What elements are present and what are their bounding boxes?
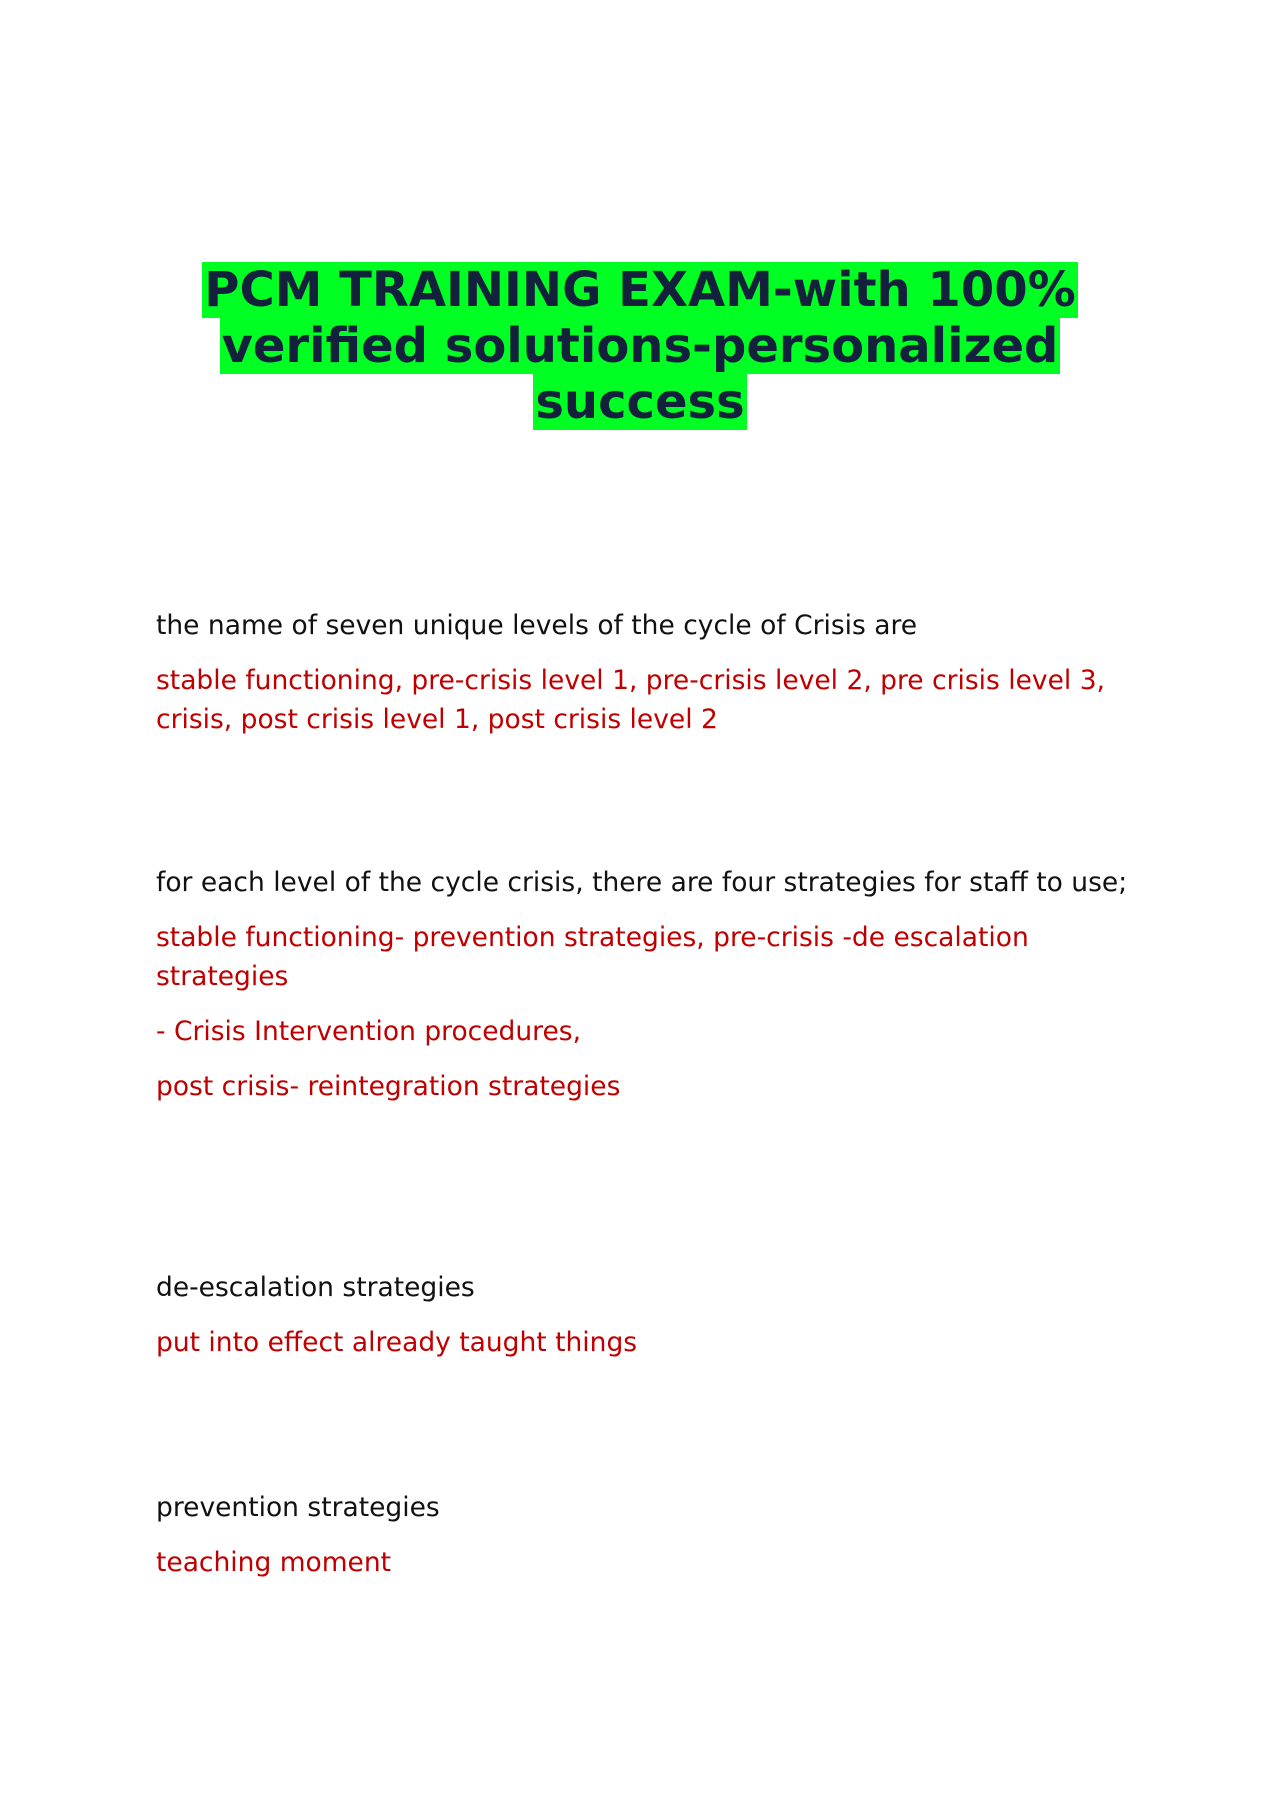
document-title (150, 262, 1130, 430)
question-text: the name of seven unique levels of the cycle of Crisis are (156, 610, 918, 641)
qa-item-3 (156, 1268, 1136, 1378)
qa-item-2 (156, 863, 1136, 1122)
question-text: for each level of the cycle crisis, there are four strategies for staff to use; (156, 867, 1128, 898)
qa-item-1 (156, 606, 1136, 755)
question-text: de-escalation strategies (156, 1272, 475, 1303)
qa-item-4 (156, 1488, 1136, 1598)
answer-text: - Crisis Intervention procedures, (156, 1016, 581, 1047)
question-text: prevention strategies (156, 1492, 440, 1523)
answer-text: put into effect already taught things (156, 1327, 638, 1358)
answer-text: stable functioning- prevention strategies, pre-crisis -de escalation strategies (156, 922, 1029, 992)
answer-text: stable functioning, pre-crisis level 1, pre-crisis level 2, pre crisis level 3, crisis, post crisis level 1, post crisis level 2 (156, 665, 1105, 735)
answer-text: post crisis- reintegration strategies (156, 1071, 621, 1102)
title-highlight: PCM TRAINING EXAM-with 100% verified solutions-personalized success (204, 262, 1076, 430)
answer-text: teaching moment (156, 1547, 392, 1578)
